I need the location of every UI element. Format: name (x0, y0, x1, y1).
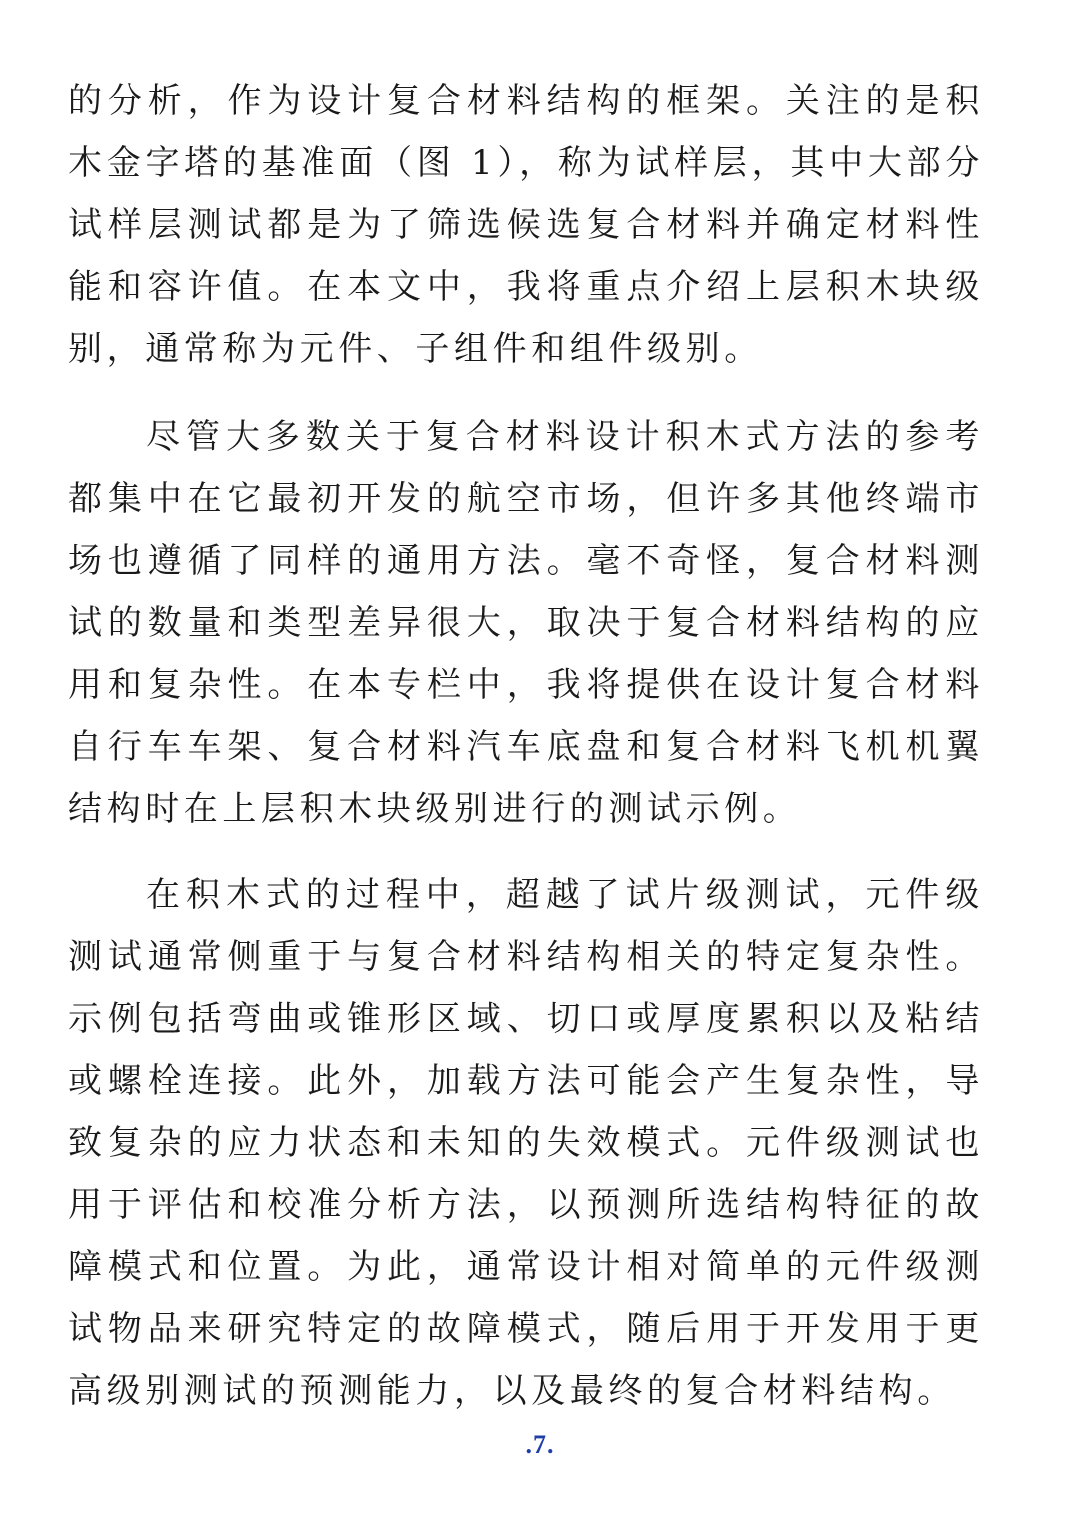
page-number: .7. (525, 1430, 555, 1459)
paragraph-building-block-markets: 尽管大多数关于复合材料设计积木式方法的参考都集中在它最初开发的航空市场，但许多其他终端市场也遵循了同样的通用方法。毫不奇怪，复合材料测试的数量和类型差异很大，取决于复合材料结构的应用和复杂性。在本专栏中，我将提供在设计复合材料自行车车架、复合材料汽车底盘和复合材料飞机机翼结构时在上层积木块级别进行的测试示例。 (68, 417, 984, 829)
paragraph-element-level-testing: 在积木式的过程中，超越了试片级测试，元件级测试通常侧重于与复合材料结构相关的特定复杂性。示例包括弯曲或锥形区域、切口或厚度累积以及粘结或螺栓连接。此外，加载方法可能会产生复杂性，导致复杂的应力状态和未知的失效模式。元件级测试也用于评估和校准分析方法，以预测所选结构特征的故障模式和位置。为此，通常设计相对简单的元件级测试物品来研究特定的故障模式，随后用于开发用于更高级别测试的预测能力，以及最终的复合材料结构。 (68, 875, 984, 1411)
paragraph-continuation: 的分析，作为设计复合材料结构的框架。关注的是积木金字塔的基准面（图 1），称为试样层，其中大部分试样层测试都是为了筛选候选复合材料并确定材料性能和容许值。在本文中，我将重点介绍上层积木块级别，通常称为元件、子组件和组件级别。 (68, 81, 984, 369)
